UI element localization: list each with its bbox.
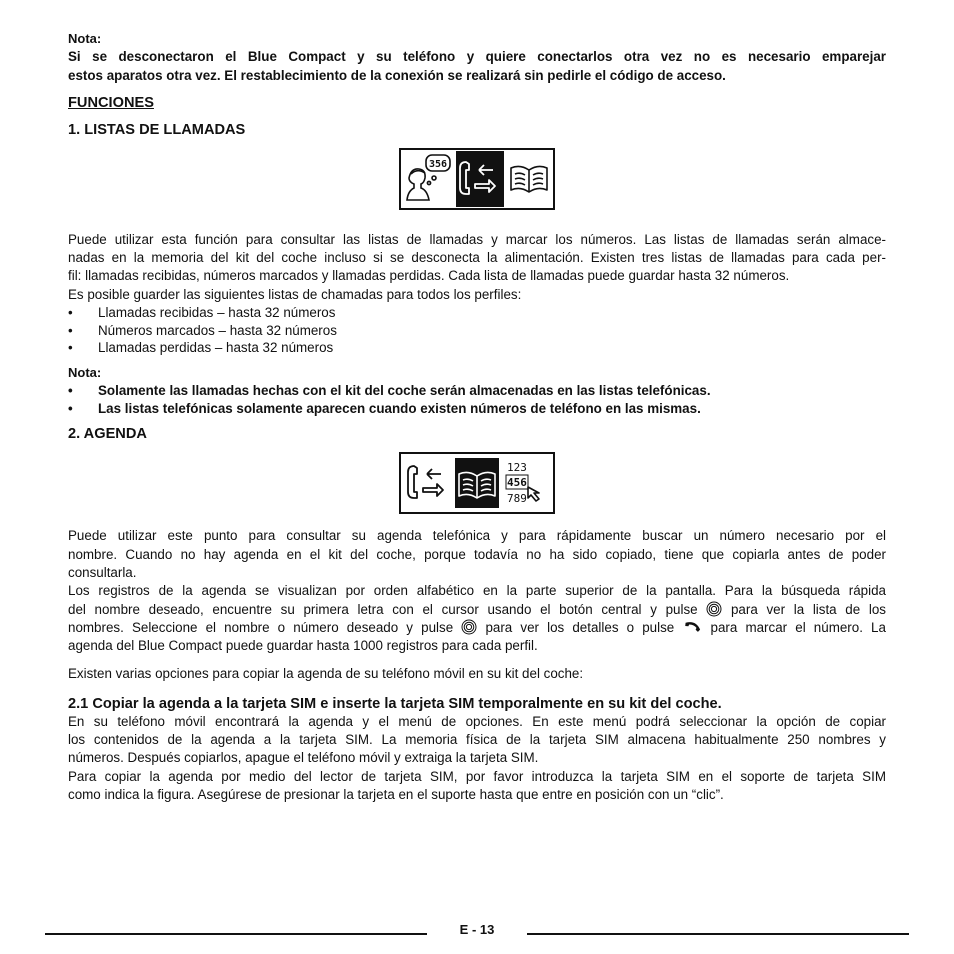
body-line: agenda del Blue Compact puede guardar hasta 1000 registros para cada perfil. [68,638,538,654]
bubble-number: 356 [428,158,448,170]
inline-text: para ver la lista de los [730,601,886,617]
list-item [68,304,886,322]
body-line: consultarla. [68,564,137,580]
inline-text: para marcar el número. La [710,619,886,635]
cursor-arrow-icon [528,487,539,501]
inline-text: nombres. Seleccione el nombre o número deseado y pulse [68,619,454,635]
lcd-graphic [401,150,553,208]
person-icon [407,169,436,200]
list-item-text: Solamente las llamadas hechas con el kit del coche serán almacenadas en las listas telefónicas. [98,383,711,399]
subsection-title: 2.1 Copiar la agenda a la tarjeta SIM e inserte la tarjeta SIM temporalmente en su kit del coche. [68,695,722,712]
page-number: E - 13 [459,922,495,937]
body-line [68,601,886,619]
body-line [68,619,886,637]
list-item-text: Llamadas recibidas – hasta 32 números [98,305,336,321]
list-item-text: Llamadas perdidas – hasta 32 números [98,340,334,356]
lcd-graphic [401,454,553,512]
body-line: como indica la figura. Asegúrese de presionar la tarjeta en el suporte hasta que entre en posición con un “clic”. [68,786,724,802]
list-item-text: Números marcados – hasta 32 números [98,322,337,338]
inline-text: del nombre deseado, encuentre su primera letra con el cursor usando el botón central y pulse [68,601,698,617]
body-line: Es posible guarder las siguientes listas de chamadas para todos los perfiles: [68,286,522,302]
body-line: los contenidos de la agenda a la tarjeta SIM. La memoria física de la tarjeta SIM almacena habitualmente 250 nombres y [68,732,886,748]
subsection-title: 1. LISTAS DE LLAMADAS [68,121,246,138]
body-line: Puede utilizar esta función para consultar las listas de llamadas y marcar los números. Las listas de llamadas serán almace- [68,231,886,247]
list-item [68,400,886,418]
call-lists-figure [68,148,886,210]
phone-arrows-icon [408,466,443,498]
body-line: números. Después copiarlos, apague el teléfono móvil y extraiga la tarjeta SIM. [68,750,539,766]
selected-item-background [456,151,504,207]
handset-icon [682,621,702,635]
subsection-title: 2. AGENDA [68,426,147,443]
book-icon [511,166,547,192]
body-line: Puede utilizar este punto para consultar su agenda telefónica y para rápidamente buscar un número necesario por el [68,528,886,544]
note-label: Nota: [68,31,102,46]
list-item-text: Las listas telefónicas solamente aparecen cuando existen números de teléfono en las mismas. [98,400,701,416]
bullet-icon: • [68,305,73,321]
page-content [68,30,886,804]
body-line: nadas en la memoria del kit del coche incluso si se desconecta la alimentación. Existen tres listas de llamadas para cada per- [68,250,886,266]
list-item [68,322,886,340]
body-line: Para copiar la agenda por medio del lector de tarjeta SIM, por favor introduzca la tarjeta SIM en el soporte de tarjeta SIM [68,768,886,784]
note-label: Nota: [68,364,102,380]
lcd-screen [399,148,555,210]
body-line: fil: llamadas recibidas, números marcados y llamadas perdidas. Cada lista de llamadas puede guardar hasta 32 números. [68,268,790,284]
keypad-row: 456 [507,476,527,490]
body-line: nombre. Cuando no hay agenda en el kit del coche, porque todavía no ha sido copiado, tiene que copiarla antes de poder [68,546,886,562]
bullet-icon: • [68,322,73,338]
note-text-line: estos aparatos otra vez. El restablecimiento de la conexión se realizará sin pedirle el código de acceso. [68,67,726,83]
note-text-line: Si se desconectaron el Blue Compact y su teléfono y quiere conectarlos otra vez no es necesario emparejar [68,49,886,65]
center-button-icon [706,601,722,617]
inline-text: para ver los detalles o pulse [485,619,675,635]
list-item [68,339,886,357]
keypad-row: 123 [507,461,527,475]
page-footer [45,920,909,942]
bullet-list [68,304,886,357]
body-line: Existen varias opciones para copiar la agenda de su teléfono móvil en su kit del coche: [68,666,584,682]
bullet-icon: • [68,383,73,399]
note-bullet-list [68,382,886,417]
bullet-icon: • [68,400,73,416]
center-button-icon [461,619,477,635]
bullet-icon: • [68,340,73,356]
footer-rule-right [527,933,909,935]
body-line: En su teléfono móvil encontrará la agenda y el menú de opciones. En este menú podrá seleccionar la opción de copiar [68,713,886,729]
section-title: FUNCIONES [68,94,154,111]
body-line: Los registros de la agenda se visualizan por orden alfabético en la parte superior de la pantalla. Para la búsqueda rápida [68,583,886,599]
agenda-figure [68,452,886,514]
list-item [68,382,886,400]
keypad-row: 789 [507,492,527,506]
lcd-screen [399,452,555,514]
